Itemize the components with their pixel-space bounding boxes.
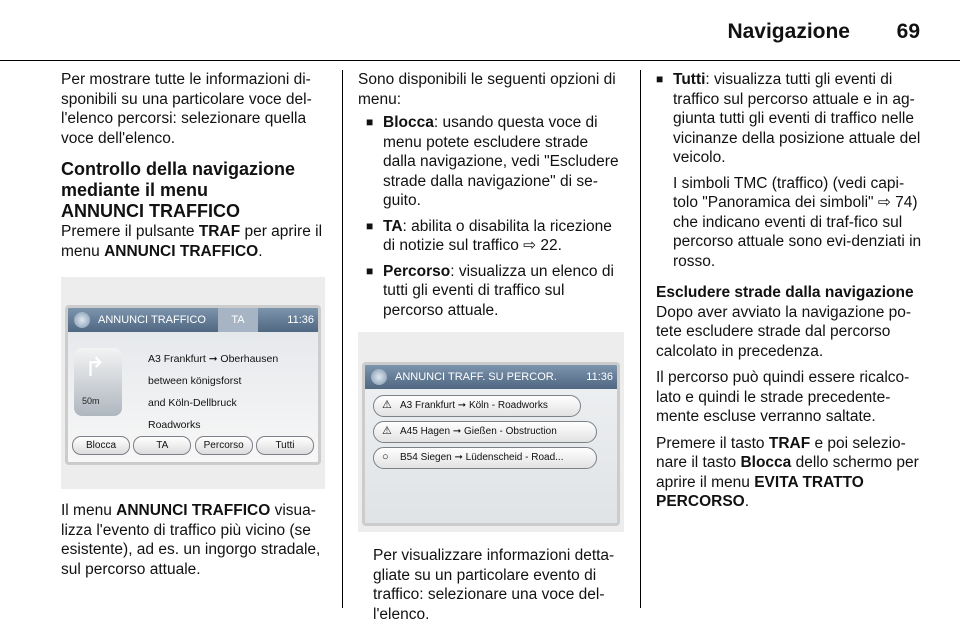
header-rule: [0, 60, 960, 61]
screen-time: 11:36: [287, 314, 314, 326]
route-event-row[interactable]: ○ B54 Siegen ➞ Lüdenscheid - Road...: [373, 447, 597, 469]
screen-title: ANNUNCI TRAFFICO: [98, 314, 206, 326]
distance-label: 50m: [82, 396, 100, 406]
exclude-paragraph-1: Dopo aver avviato la navigazione po-tete escludere strade dal percorso calcolato in precedenza.: [656, 303, 912, 360]
menu-description-paragraph: Il menu ANNUNCI TRAFFICO visua-lizza l'evento di traffico più vicino (se esistente), ad es. un ingorgo stradale, sul percorso attuale.: [61, 502, 321, 578]
ta-button[interactable]: TA: [133, 436, 191, 455]
intro-paragraph: Per mostrare tutte le informazioni di-sponibili su una particolare voce del-l'elenco percorsi: selezionare quella voce dell'elenco.: [61, 71, 312, 147]
column-2: [358, 70, 624, 635]
column-1: [61, 70, 325, 590]
percorso-button[interactable]: Percorso: [195, 436, 253, 455]
event-line-4: Roadworks: [148, 419, 201, 431]
options-list: [358, 113, 624, 320]
event-line-3: and Köln-Dellbruck: [148, 397, 237, 409]
section-heading: Controllo della navigazione mediante il menu: [61, 159, 296, 200]
page-header-title: Navigazione: [727, 20, 850, 43]
open-menu-paragraph: Premere il pulsante TRAF per aprire il menu ANNUNCI TRAFFICO.: [61, 223, 323, 260]
tutti-button[interactable]: Tutti: [256, 436, 314, 455]
screen-title: ANNUNCI TRAFF. SU PERCOR.: [395, 371, 557, 383]
event-line-2: between königsforst: [148, 375, 242, 387]
exclude-paragraph-2: Il percorso può quindi essere ricalco-lato e quindi le strade precedente-mente escluse verranno saltate.: [656, 369, 910, 425]
warning-icon: ⚠: [382, 399, 392, 411]
traffic-menu-screen: [65, 305, 321, 465]
turn-arrow-panel: [74, 348, 122, 416]
ta-tab: TA: [218, 308, 258, 332]
list-item: ■ Percorso: visualizza un elenco di tutti gli eventi di traffico sul percorso attuale.: [366, 262, 624, 321]
route-events-screen: [362, 362, 620, 526]
screen-title-bar: [68, 308, 318, 332]
list-item: ■ Tutti: visualizza tutti gli eventi di traffico sul percorso attuale e in ag-giunta tutti gli eventi di traffico nelle vicinanze della posizione attuale del veicolo.: [656, 70, 924, 168]
column-separator-2: [640, 70, 641, 608]
list-item: ■ Blocca: usando questa voce di menu potete escludere strade dalla navigazione, vedi "Escludere strade dalla navigazione" di se-guito.: [366, 113, 624, 211]
screen-time: 11:36: [586, 371, 613, 383]
circle-icon: ○: [382, 451, 389, 463]
blocca-button[interactable]: Blocca: [72, 436, 130, 455]
screen-button-row: [72, 436, 314, 455]
traffic-menu-figure: [61, 277, 325, 489]
options-list-continued: [656, 70, 924, 168]
exclude-paragraph-3: Premere il tasto TRAF e poi selezio-nare il tasto Blocca dello schermo per aprire il menu EVITA TRATTO PERCORSO.: [656, 434, 919, 510]
figure-caption: Per visualizzare informazioni detta-gliate su un particolare evento di traffico: selezionare una voce del-l'elenco.: [373, 547, 615, 623]
tmc-note: I simboli TMC (traffico) (vedi capi-tolo "Panoramica dei simboli" ⇨ 74) che indicano eventi di traf-fico sul percorso attuale sono evi-denziati in rosso.: [673, 174, 922, 270]
screen-title-bar: [365, 365, 617, 389]
route-event-row[interactable]: ⚠ A3 Frankfurt ➞ Köln - Roadworks: [373, 395, 581, 417]
route-events-figure: [358, 332, 624, 532]
menu-logo-icon: [371, 369, 387, 385]
event-line-1: A3 Frankfurt ➞ Oberhausen: [148, 353, 279, 365]
page-number: 69: [896, 20, 920, 43]
column-3: [656, 70, 924, 523]
menu-logo-icon: [74, 312, 90, 328]
column-separator-1: [342, 70, 343, 608]
warning-icon: ⚠: [382, 425, 392, 437]
route-event-row[interactable]: ⚠ A45 Hagen ➞ Gießen - Obstruction: [373, 421, 597, 443]
options-intro: Sono disponibili le seguenti opzioni di menu:: [358, 71, 616, 108]
subsection-heading: Escludere strade dalla navigazione: [656, 284, 914, 301]
list-item: ■ TA: abilita o disabilita la ricezione di notizie sul traffico ⇨ 22.: [366, 217, 624, 256]
turn-arrow-icon: ↱: [84, 352, 106, 382]
section-heading-menu: ANNUNCI TRAFFICO: [61, 201, 240, 221]
